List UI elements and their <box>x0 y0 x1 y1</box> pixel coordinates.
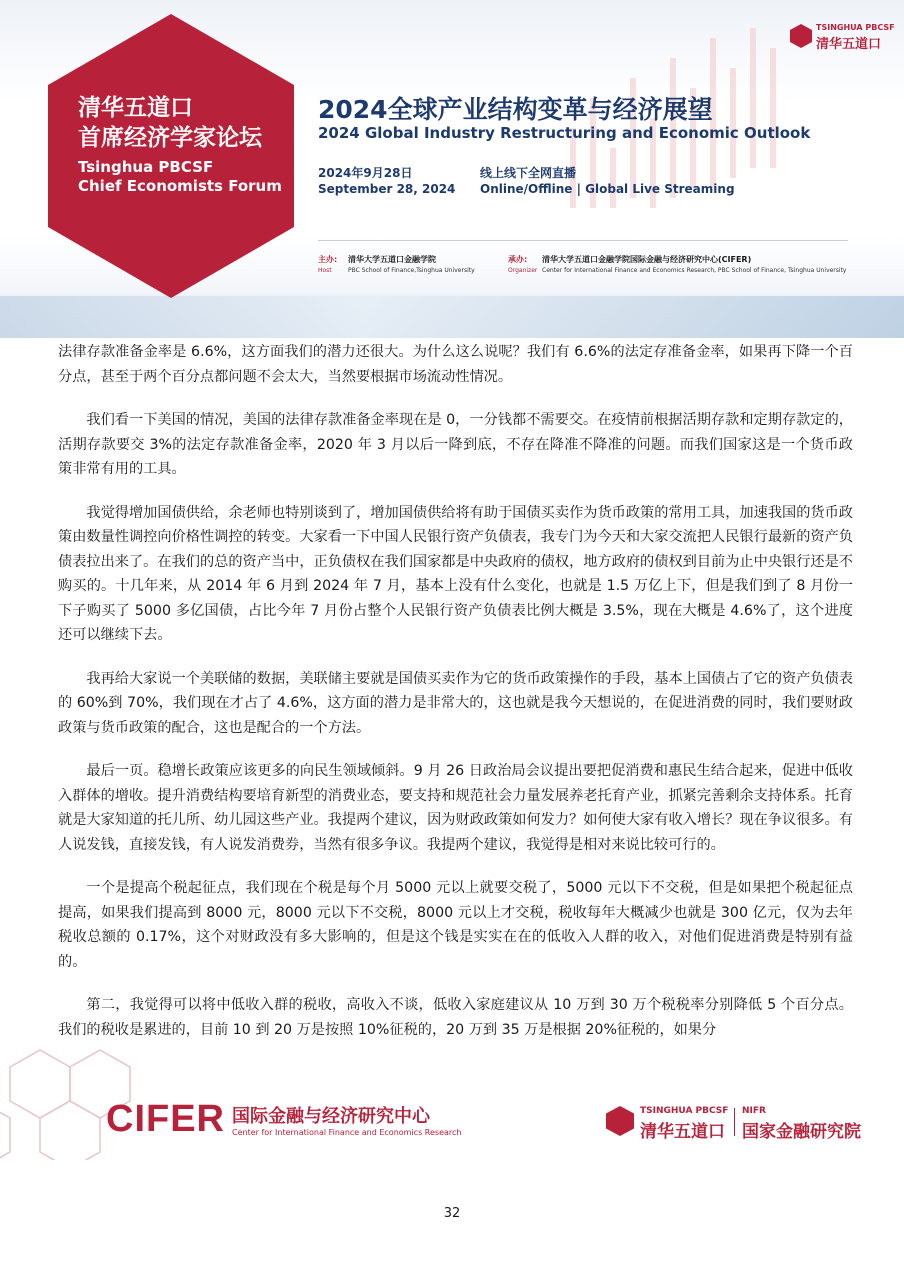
forum-en-line2: Chief Economists Forum <box>78 177 282 195</box>
header-banner <box>0 0 904 338</box>
event-date-cn: 2024年9月28日 <box>318 166 413 180</box>
host-org-en: PBC School of Finance,Tsinghua University <box>348 267 475 274</box>
paragraph: 法律存款准备金率是 6.6%，这方面我们的潜力还很大。为什么这么说呢？我们有 6.6%的法定存准备金率，如果再下降一个百分点，甚至于两个百分点都问题不会太大，当然要根据市场流动性情况。 <box>58 344 853 385</box>
host-role-cn: 主办: <box>318 255 338 264</box>
document-body <box>58 340 853 1061</box>
event-date-en: September 28, 2024 <box>318 182 456 196</box>
event-title-en: 2024 Global Industry Restructuring and Economic Outlook <box>318 124 811 142</box>
host-role-en: Host <box>318 267 332 274</box>
page-number: 32 <box>443 1206 461 1221</box>
logo-cn-text: 清华五道口 <box>816 37 882 52</box>
organizer-org-cn: 清华大学五道口金融学院国际金融与经济研究中心(CIFER) <box>542 255 752 264</box>
logo-en-text: TSINGHUA PBCSF <box>816 23 895 32</box>
forum-hexagon <box>48 14 294 298</box>
paragraph: 我觉得增加国债供给，余老师也特别谈到了，增加国债供给将有助于国债买卖作为货币政策的常用工具，加速我国的货币政策由数量性调控向价格性调控的转变。大家看一下中国人民银行资产负债表，我专门为今天和大家交流把人民银行最新的资产负债表拉出来了。在我们的总的资产当中，正负债权在我们国家都是中央政府的债权，地方政府的债权到目前为止中央银行还是不购买的。十几年来，从 2014 年 6 月到 2024 年 7 月，基本上没有什么变化，也就是 1.5 万亿上下，但是我们到了 8 月份一下子购买了 5000 多亿国债，占比今年 7 月份占整个人民银行资产负债表比例大概是 3.5%，现在大概是 4.6%了，这个进度还可以继续下去。 <box>58 504 853 643</box>
event-title-cn: 2024全球产业结构变革与经济展望 <box>318 95 713 124</box>
organizer-org-en: Center for International Finance and Economics Research, PBC School of Finance, Tsinghua University <box>542 267 847 274</box>
hexagon-logo-icon <box>606 1106 634 1136</box>
live-stream-cn: 线上线下全网直播 <box>480 166 577 180</box>
forum-name-en <box>78 158 282 196</box>
tsinghua-pbcsf-logo <box>790 20 895 54</box>
forum-cn-line2: 首席经济学家论坛 <box>78 125 262 151</box>
banner-bottom-stripe <box>0 296 904 338</box>
organizer-role-cn: 承办: <box>508 255 528 264</box>
paragraph: 一个是提高个税起征点，我们现在个税是每个月 5000 元以上就要交税了，5000 元以下不交税，但是如果把个税起征点提高，如果我们提高到 8000 元，8000 元以下不交税，8000 元以上才交税，税收每年大概减少也就是 300 亿元，仅为去年税收总额的 0.17%，这个对财政没有多大影响的，但是这个钱是实实在在的低收入人群的收入，对他们促进消费是特别有益的。 <box>58 880 853 970</box>
footer-logos <box>606 1102 866 1142</box>
paragraph: 我再给大家说一个美联储的数据，美联储主要就是国债买卖作为它的货币政策操作的手段，基本上国债占了它的资产负债表的 60%到 70%，我们现在才占了 4.6%，这方面的潜力是非常大的，这也就是我今天想说的，在促进消费的同时，我们要财政政策与货币政策的配合，这也是配合的一个方法。 <box>58 670 853 736</box>
nifr-cn-text: 国家金融研究院 <box>742 1122 861 1142</box>
pbcsf-en-text: TSINGHUA PBCSF <box>640 1106 729 1116</box>
paragraph: 我们看一下美国的情况，美国的法律存款准备金率现在是 0，一分钱都不需要交。在疫情前根据活期存款和定期存款定的，活期存款要交 3%的法定存款准备金率，2020 年 3 月以后一降到底，不存在降准不降准的问题。而我们国家这是一个货币政策非常有用的工具。 <box>58 412 853 477</box>
logo-divider <box>734 1108 735 1136</box>
pbcsf-cn-text: 清华五道口 <box>640 1122 725 1142</box>
forum-name-cn <box>78 93 262 153</box>
cifer-wordmark: CIFER <box>106 1098 225 1140</box>
host-org-cn: 清华大学五道口金融学院 <box>348 255 436 264</box>
cifer-name-en: Center for International Finance and Economics Research <box>232 1128 462 1137</box>
header-divider <box>318 240 848 241</box>
live-stream-en: Online/Offline | Global Live Streaming <box>480 182 735 196</box>
cifer-name-cn: 国际金融与经济研究中心 <box>232 1106 430 1127</box>
forum-en-line1: Tsinghua PBCSF <box>78 158 214 176</box>
paragraph: 最后一页。稳增长政策应该更多的向民生领域倾斜。9 月 26 日政治局会议提出要把促消费和惠民生结合起来，促进中低收入群体的增收。提升消费结构要培育新型的消费业态，要支持和规范社会力量发展养老托育产业，抓紧完善剩余支持体系。托育就是大家知道的托儿所、幼儿园这些产业。我提两个建议，因为财政政策如何发力？如何使大家有收入增长？现在争议很多。有人说发钱，直接发钱，有人说发消费券，当然有很多争议。我提两个建议，我觉得是相对来说比较可行的。 <box>58 763 853 853</box>
paragraph: 第二，我觉得可以将中低收入群的税收，高收入不谈，低收入家庭建议从 10 万到 30 万个税税率分别降低 5 个百分点。我们的税收是累进的，目前 10 到 20 万是按照 10%征税的，20 万到 35 万是根据 20%征税的，如果分 <box>58 997 853 1038</box>
hexagon-logo-icon <box>790 24 812 48</box>
forum-cn-line1: 清华五道口 <box>78 95 193 121</box>
nifr-en-text: NIFR <box>742 1106 766 1116</box>
organizer-role-en: Organizer <box>508 267 538 274</box>
